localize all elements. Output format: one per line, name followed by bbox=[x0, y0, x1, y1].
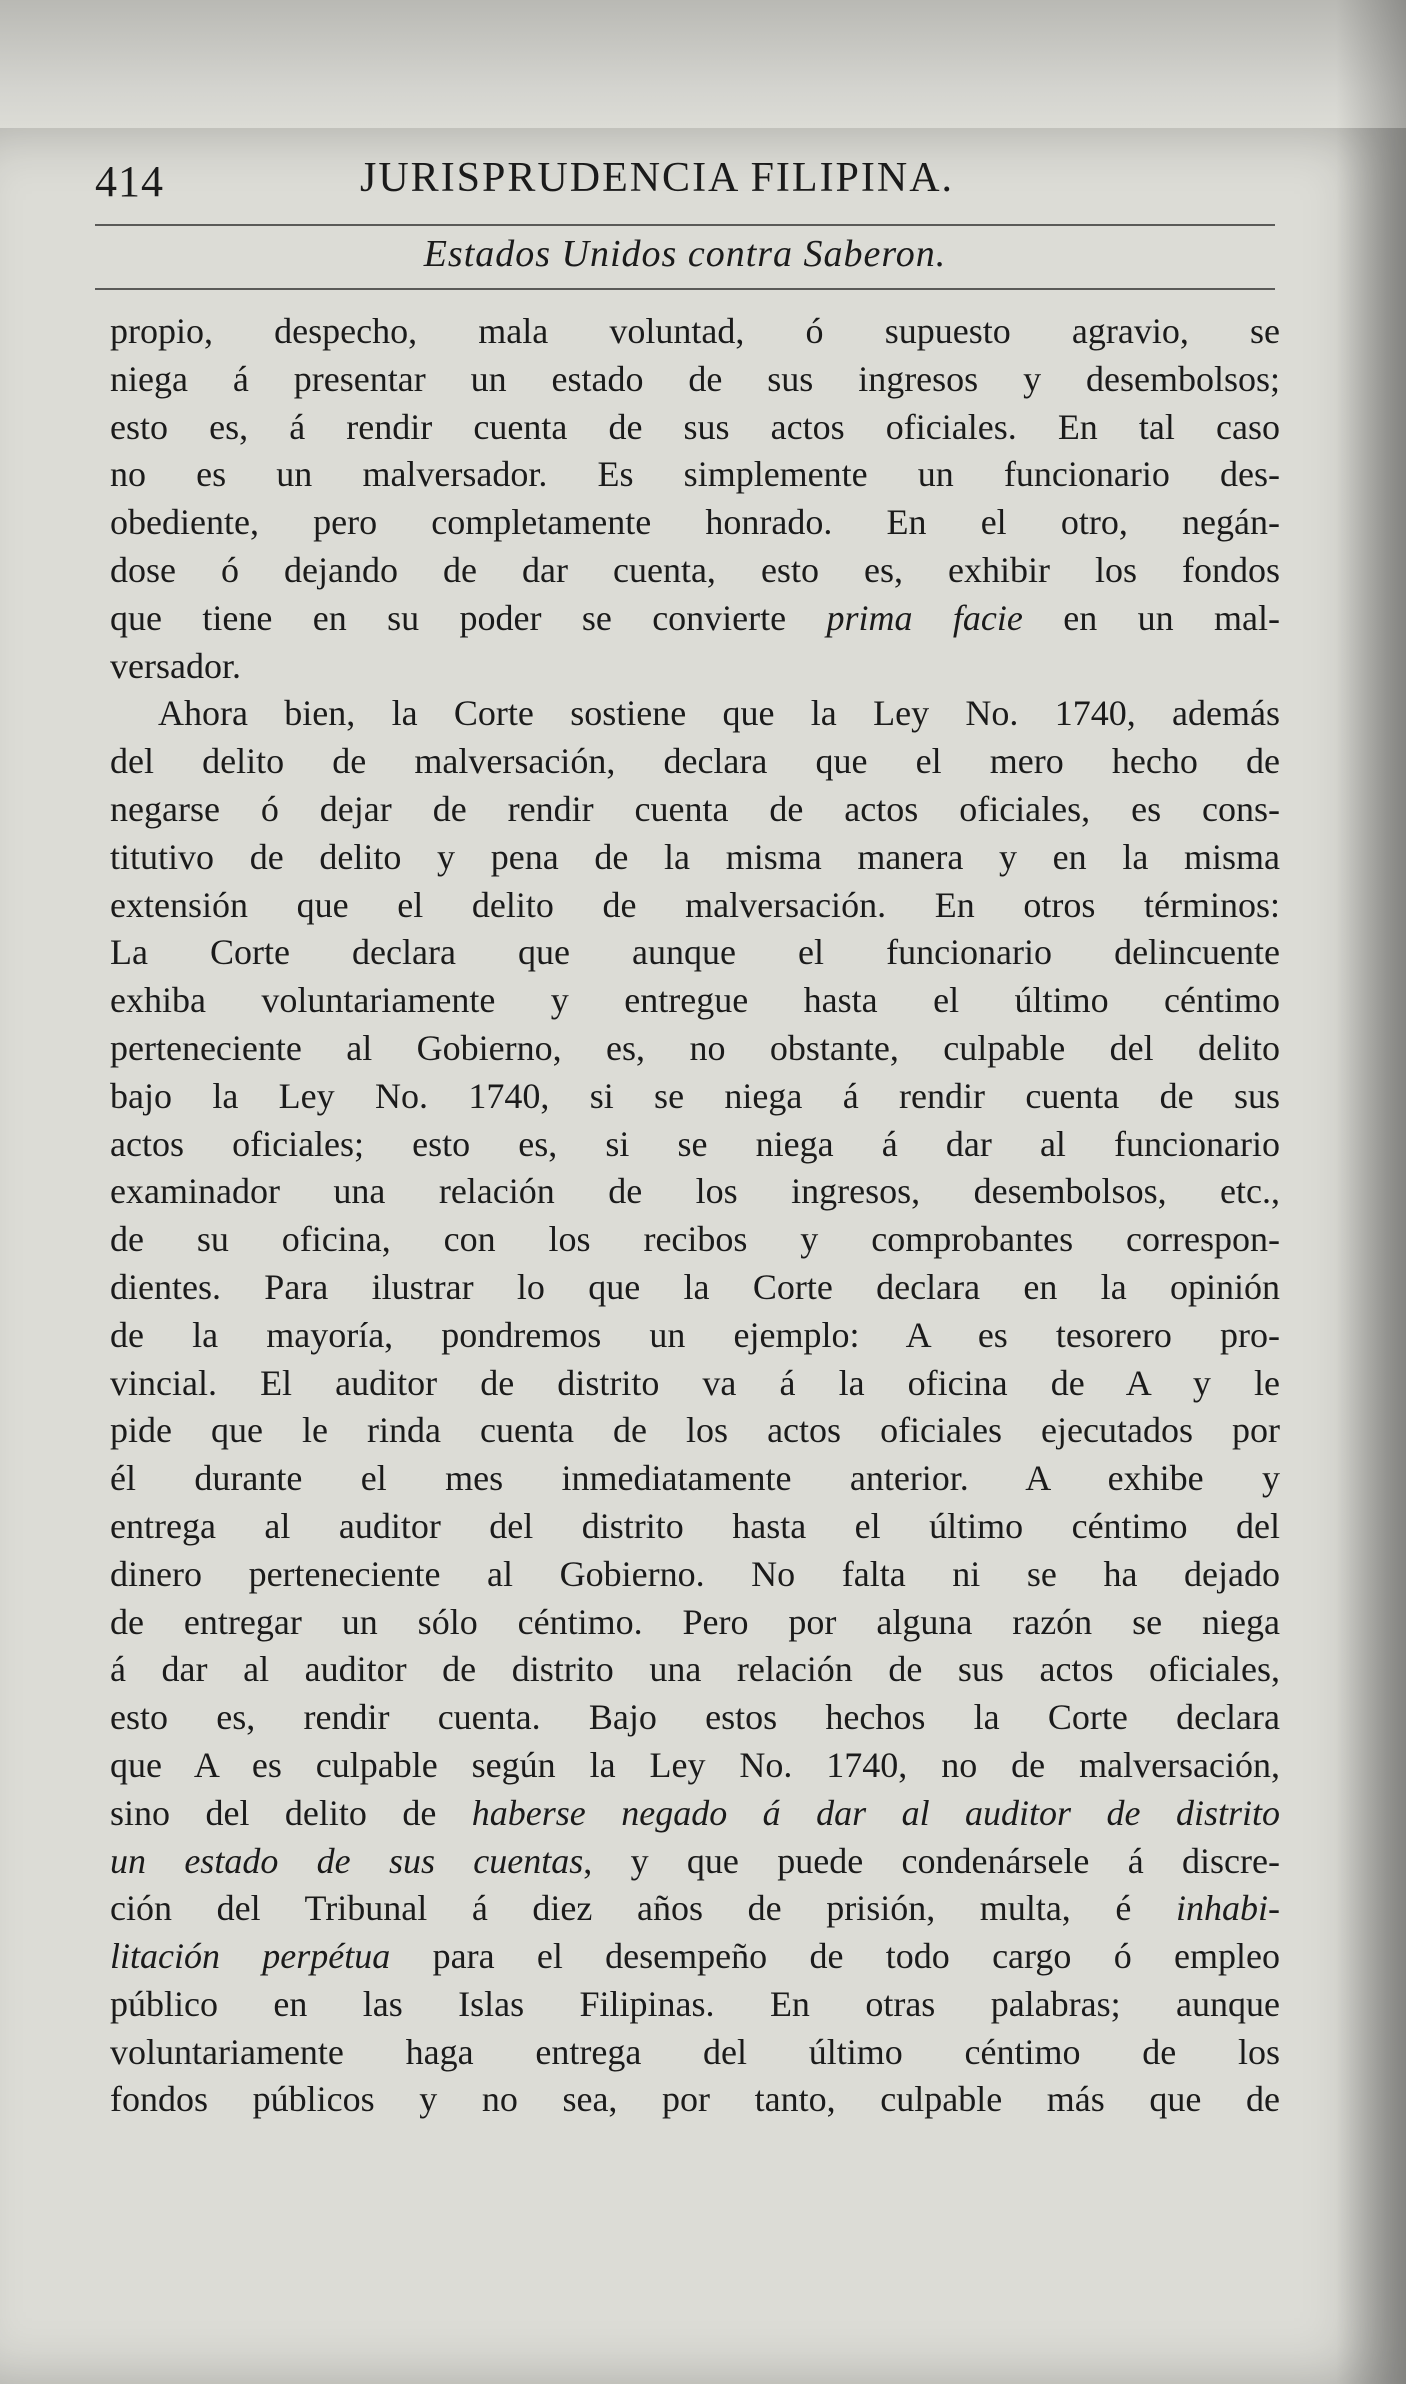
text-line bbox=[110, 1933, 1280, 1981]
text-line: público en las Islas Filipinas. En otras palabras; aunque bbox=[110, 1983, 1280, 2024]
page-header bbox=[95, 150, 1275, 210]
text-line bbox=[110, 595, 1280, 643]
text-line: negarse ó dejar de rendir cuenta de actos oficiales, es cons- bbox=[110, 788, 1280, 829]
text-line: voluntariamente haga entrega del último céntimo de los bbox=[110, 2031, 1280, 2072]
text-run: que tiene en su poder se convierte bbox=[110, 597, 827, 638]
text-line: esto es, á rendir cuenta de sus actos oficiales. En tal caso bbox=[110, 406, 1280, 447]
text-run: en un mal- bbox=[1022, 597, 1280, 638]
text-line: exhiba voluntariamente y entregue hasta el último céntimo bbox=[110, 980, 1280, 1021]
text-line: de la mayoría, pondremos un ejemplo: A es tesorero pro- bbox=[110, 1314, 1280, 1355]
italic-text: litación perpétua bbox=[110, 1936, 391, 1977]
text-line: del delito de malversación, declara que el mero hecho de bbox=[110, 741, 1280, 782]
italic-text: prima facie bbox=[826, 597, 1023, 638]
text-line: que A es culpable según la Ley No. 1740, no de malversación, bbox=[110, 1744, 1280, 1785]
text-line bbox=[110, 1885, 1280, 1933]
case-title: Estados Unidos contra Saberon. bbox=[423, 233, 947, 275]
text-line: no es un malversador. Es simplemente un funcionario des- bbox=[110, 454, 1280, 495]
text-line: obediente, pero completamente honrado. En el otro, negán- bbox=[110, 502, 1280, 543]
text-run: , y que puede condenársele á discre- bbox=[583, 1840, 1280, 1881]
header-rule bbox=[95, 224, 1275, 226]
text-line: niega á presentar un estado de sus ingresos y desembolsos; bbox=[110, 358, 1280, 399]
text-run: sino del delito de bbox=[110, 1792, 472, 1833]
text-line: bajo la Ley No. 1740, si se niega á rendir cuenta de sus bbox=[110, 1075, 1280, 1116]
text-line: de entregar un sólo céntimo. Pero por alguna razón se niega bbox=[110, 1601, 1280, 1642]
text-run: ción del Tribunal á diez años de prisión, multa, é bbox=[110, 1888, 1176, 1929]
text-line: fondos públicos y no sea, por tanto, culpable más que de bbox=[110, 2079, 1280, 2120]
text-run: para el desempeño de todo cargo ó empleo bbox=[390, 1936, 1280, 1977]
text-line: entrega al auditor del distrito hasta el último céntimo del bbox=[110, 1505, 1280, 1546]
italic-text: un estado de sus cuentas bbox=[110, 1840, 584, 1881]
text-line: á dar al auditor de distrito una relación de sus actos oficiales, bbox=[110, 1649, 1280, 1690]
text-line: propio, despecho, mala voluntad, ó supuesto agravio, se bbox=[110, 311, 1280, 351]
running-title: JURISPRUDENCIA FILIPINA. bbox=[360, 155, 955, 201]
text-line: él durante el mes inmediatamente anterior. A exhibe y bbox=[110, 1458, 1280, 1499]
text-line: perteneciente al Gobierno, es, no obstante, culpable del delito bbox=[110, 1027, 1280, 1068]
italic-text: haberse negado á dar al auditor de distrito bbox=[471, 1792, 1280, 1833]
body-text bbox=[110, 308, 1280, 2124]
text-line: Ahora bien, la Corte sostiene que la Ley No. 1740, además bbox=[158, 693, 1280, 734]
italic-text: inhabi- bbox=[1176, 1888, 1280, 1929]
text-line: versador. bbox=[110, 645, 241, 686]
text-line: dientes. Para ilustrar lo que la Corte declara en la opinión bbox=[110, 1266, 1280, 1307]
text-line: esto es, rendir cuenta. Bajo estos hechos la Corte declara bbox=[110, 1697, 1280, 1738]
text-line: vincial. El auditor de distrito va á la oficina de A y le bbox=[110, 1362, 1280, 1403]
text-line: dose ó dejando de dar cuenta, esto es, exhibir los fondos bbox=[110, 549, 1280, 590]
text-line: actos oficiales; esto es, si se niega á dar al funcionario bbox=[110, 1123, 1280, 1164]
text-line bbox=[110, 1790, 1280, 1838]
text-line: La Corte declara que aunque el funcionario delincuente bbox=[110, 932, 1280, 973]
scan-edge-shadow bbox=[1336, 0, 1406, 2384]
scan-top-margin bbox=[0, 0, 1406, 128]
text-line: dinero perteneciente al Gobierno. No falta ni se ha dejado bbox=[110, 1553, 1280, 1594]
text-line: extensión que el delito de malversación. En otros términos: bbox=[110, 884, 1280, 925]
text-line: titutivo de delito y pena de la misma manera y en la misma bbox=[110, 836, 1280, 877]
page-number: 414 bbox=[95, 157, 164, 206]
case-title-rule bbox=[95, 288, 1275, 290]
text-line: examinador una relación de los ingresos, desembolsos, etc., bbox=[110, 1171, 1280, 1212]
text-line bbox=[110, 1838, 1280, 1886]
text-line: de su oficina, con los recibos y comprobantes correspon- bbox=[110, 1219, 1280, 1260]
text-line: pide que le rinda cuenta de los actos oficiales ejecutados por bbox=[110, 1410, 1280, 1451]
